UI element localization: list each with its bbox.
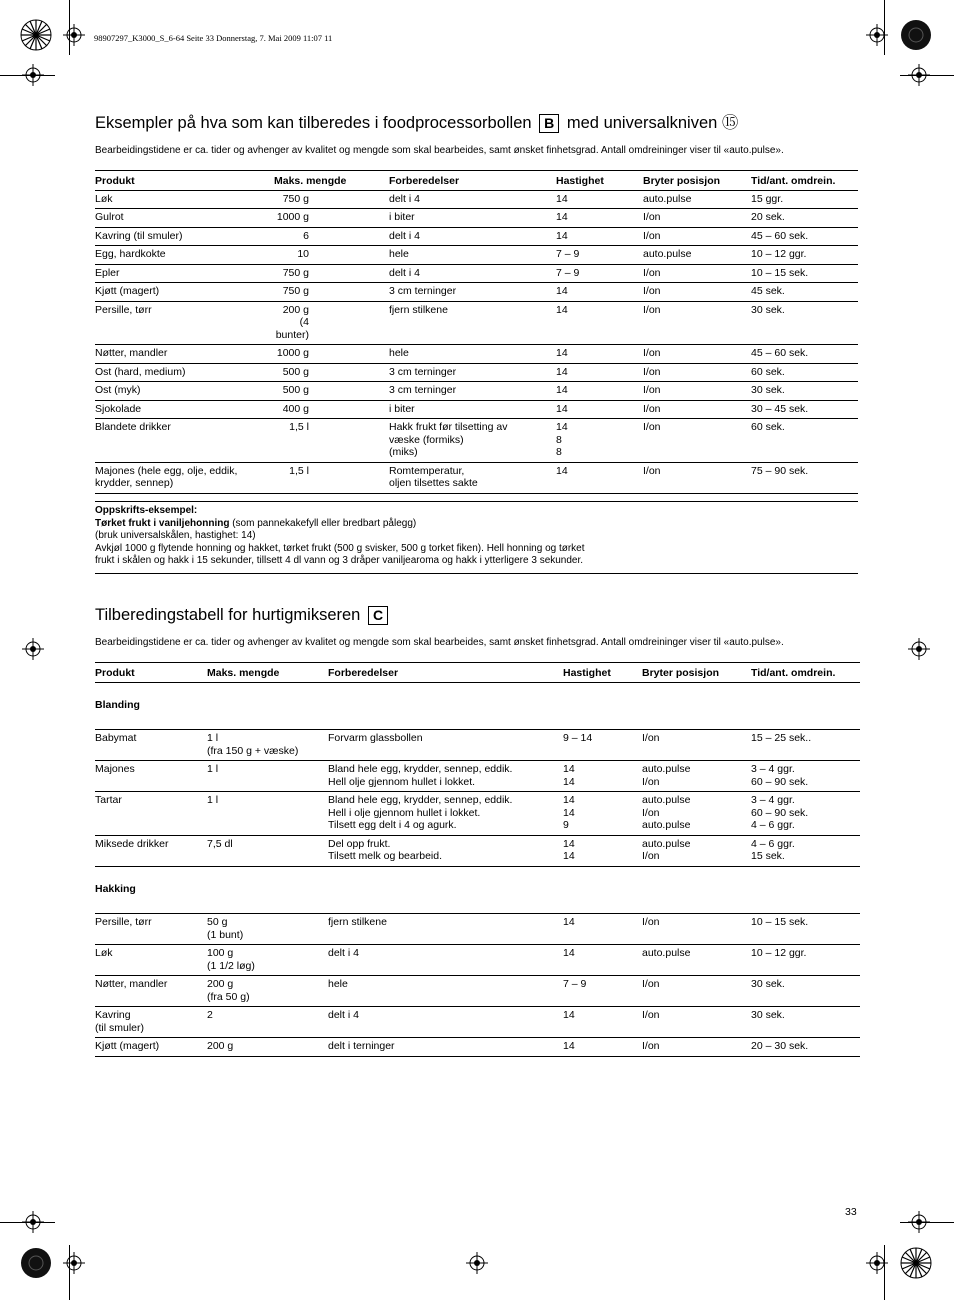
- table-cell: delt i terninger: [328, 1038, 563, 1057]
- table-cell: 9 – 14: [563, 730, 642, 761]
- recipe-heading: Oppskrifts-eksempel:: [95, 505, 198, 516]
- table-cell: Tartar: [95, 792, 207, 836]
- table-cell: delt i 4: [328, 945, 563, 976]
- table-row: [95, 1007, 860, 1038]
- starburst-registration-mark: [900, 1247, 932, 1279]
- table-cell: 14: [556, 209, 643, 228]
- table-cell: 15 ggr.: [751, 190, 858, 209]
- recipe-name: Tørket frukt i vaniljehonning: [95, 517, 230, 529]
- group-heading: Hakking: [95, 866, 860, 914]
- section2-title-box-letter: C: [368, 606, 388, 625]
- print-header-line: 98907297_K3000_S_6-64 Seite 33 Donnerstag, 7. Mai 2009 11:07 11: [94, 33, 333, 43]
- table-cell: 14 14 9: [563, 792, 642, 836]
- table-cell: 10 – 12 ggr.: [751, 945, 860, 976]
- table-cell: Kjøtt (magert): [95, 283, 274, 302]
- table-cell: Babymat: [95, 730, 207, 761]
- table-cell: 7 – 9: [556, 264, 643, 283]
- table-cell: I/on: [643, 345, 751, 364]
- group-heading-row: [95, 866, 860, 914]
- table-cell: Gulrot: [95, 209, 274, 228]
- solid-registration-mark: [20, 1247, 52, 1279]
- table-row: [95, 227, 858, 246]
- table-cell: Miksede drikker: [95, 835, 207, 866]
- table-cell: 30 sek.: [751, 301, 858, 345]
- recipe-name-line: [95, 518, 858, 531]
- table-cell: 14 8 8: [556, 419, 643, 463]
- crosshair-mark: [908, 1211, 930, 1233]
- recipe-line: (bruk universalskålen, hastighet: 14): [95, 530, 256, 541]
- table-cell: 14: [556, 462, 643, 493]
- table-cell: 100 g (1 1/2 løg): [207, 945, 328, 976]
- table-cell: 500 g: [274, 382, 389, 401]
- table-cell: Hakk frukt før tilsetting av væske (formiks) (miks): [389, 419, 556, 463]
- table-row: [95, 945, 860, 976]
- column-header: Tid/ant. omdrein.: [751, 171, 858, 191]
- table-cell: I/on: [643, 382, 751, 401]
- table-cell: Bland hele egg, krydder, sennep, eddik. Hell olje gjennom hullet i lokket.: [328, 761, 563, 792]
- section1-title: [95, 113, 738, 133]
- column-header: Forberedelser: [328, 663, 563, 683]
- recipe-name-suffix: (som pannekakefyll eller bredbart pålegg): [229, 517, 417, 529]
- table-cell: 20 sek.: [751, 209, 858, 228]
- table-cell: 1000 g: [274, 209, 389, 228]
- table-cell: 14: [556, 190, 643, 209]
- table-cell: 7 – 9: [563, 976, 642, 1007]
- table-row: [95, 363, 858, 382]
- table-cell: Ost (myk): [95, 382, 274, 401]
- table-row: [95, 301, 858, 345]
- table-cell: 14 14: [563, 835, 642, 866]
- table-cell: 14: [556, 400, 643, 419]
- table-row: [95, 246, 858, 265]
- table-row: [95, 419, 858, 463]
- table-cell: I/on: [643, 400, 751, 419]
- column-header: Produkt: [95, 663, 207, 683]
- table-cell: I/on: [643, 227, 751, 246]
- table-cell: I/on: [642, 730, 751, 761]
- group-heading-row: [95, 682, 860, 730]
- table-cell: 10: [274, 246, 389, 265]
- table-cell: 60 sek.: [751, 419, 858, 463]
- table-cell: Romtemperatur, oljen tilsettes sakte: [389, 462, 556, 493]
- table-cell: 1 l: [207, 761, 328, 792]
- table-row: [95, 462, 858, 493]
- table-cell: i biter: [389, 209, 556, 228]
- table-cell: Kjøtt (magert): [95, 1038, 207, 1057]
- table-cell: I/on: [643, 363, 751, 382]
- table-cell: 14: [556, 382, 643, 401]
- table-cell: Persille, tørr: [95, 301, 274, 345]
- table-cell: I/on: [642, 914, 751, 945]
- section2-intro: Bearbeidingstidene er ca. tider og avhenger av kvalitet og mengde som skal bearbeides, samt ønsket finhetsgrad. Antall omdreininger viser til «auto.pulse».: [95, 637, 784, 648]
- table-cell: fjern stilkene: [328, 914, 563, 945]
- table-cell: 30 sek.: [751, 976, 860, 1007]
- table-cell: I/on: [643, 462, 751, 493]
- recipe-box: [95, 501, 858, 574]
- recipe-line: Avkjøl 1000 g flytende honning og hakket, tørket frukt (500 g svisker, 500 g torket fiken). Hell honning og tørket: [95, 542, 585, 554]
- table-cell: 7 – 9: [556, 246, 643, 265]
- table-cell: delt i 4: [389, 190, 556, 209]
- table-cell: I/on: [643, 419, 751, 463]
- crosshair-mark: [22, 64, 44, 86]
- column-header: Produkt: [95, 171, 274, 191]
- table-cell: 30 sek.: [751, 382, 858, 401]
- table-row: [95, 835, 860, 866]
- table-cell: 14: [556, 345, 643, 364]
- table-cell: 1 l (fra 150 g + væske): [207, 730, 328, 761]
- crosshair-mark: [908, 638, 930, 660]
- table-cell: Kavring (til smuler): [95, 1007, 207, 1038]
- table-cell: auto.pulse I/on: [642, 761, 751, 792]
- table-cell: Del opp frukt. Tilsett melk og bearbeid.: [328, 835, 563, 866]
- table-cell: auto.pulse: [643, 190, 751, 209]
- table-cell: 20 – 30 sek.: [751, 1038, 860, 1057]
- table-cell: Bland hele egg, krydder, sennep, eddik. Hell i olje gjennom hullet i lokket. Tilsett egg delt i 4 og agurk.: [328, 792, 563, 836]
- table-cell: 1,5 l: [274, 419, 389, 463]
- section1-intro: Bearbeidingstidene er ca. tider og avhenger av kvalitet og mengde som skal bearbeides, samt ønsket finhetsgrad. Antall omdreininger viser til «auto.pulse».: [95, 145, 784, 156]
- table-cell: I/on: [642, 1038, 751, 1057]
- table-cell: 50 g (1 bunt): [207, 914, 328, 945]
- table-cell: 3 – 4 ggr. 60 – 90 sek. 4 – 6 ggr.: [751, 792, 860, 836]
- recipe-line: frukt i skålen og hakk i 15 sekunder, tillsett 4 dl vann og 3 dråper vaniljearoma og hakk i ytterligere 3 sekunder.: [95, 555, 584, 566]
- table-row: [95, 209, 858, 228]
- table-cell: 200 g (fra 50 g): [207, 976, 328, 1007]
- table-cell: 1,5 l: [274, 462, 389, 493]
- column-header: Bryter posisjon: [642, 663, 751, 683]
- column-header: Hastighet: [563, 663, 642, 683]
- column-header: Tid/ant. omdrein.: [751, 663, 860, 683]
- column-header: Bryter posisjon: [643, 171, 751, 191]
- crosshair-mark: [466, 1252, 488, 1274]
- table-cell: Løk: [95, 190, 274, 209]
- table-cell: 10 – 15 sek.: [751, 264, 858, 283]
- section2-title: [95, 605, 391, 625]
- table-cell: delt i 4: [389, 264, 556, 283]
- table-cell: 15 – 25 sek..: [751, 730, 860, 761]
- table-cell: 14: [563, 1007, 642, 1038]
- table-cell: 3 cm terninger: [389, 283, 556, 302]
- table-cell: auto.pulse: [643, 246, 751, 265]
- table-cell: hele: [328, 976, 563, 1007]
- column-header: Hastighet: [556, 171, 643, 191]
- table-cell: 60 sek.: [751, 363, 858, 382]
- crosshair-mark: [866, 1252, 888, 1274]
- table-cell: auto.pulse: [642, 945, 751, 976]
- column-header: Maks. mengde: [207, 663, 328, 683]
- table-cell: hele: [389, 345, 556, 364]
- table-cell: 750 g: [274, 190, 389, 209]
- table-cell: 1 l: [207, 792, 328, 836]
- table-cell: 14: [556, 227, 643, 246]
- table-cell: I/on: [643, 209, 751, 228]
- table-cell: 200 g (4 bunter): [274, 301, 389, 345]
- table-cell: 1000 g: [274, 345, 389, 364]
- table-cell: Sjokolade: [95, 400, 274, 419]
- table-cell: 75 – 90 sek.: [751, 462, 858, 493]
- section1-table: [95, 170, 858, 494]
- table-cell: I/on: [643, 301, 751, 345]
- table-cell: 3 cm terninger: [389, 382, 556, 401]
- crosshair-mark: [22, 638, 44, 660]
- table-row: [95, 976, 860, 1007]
- table-row: [95, 190, 858, 209]
- table-cell: 14: [563, 914, 642, 945]
- table-cell: i biter: [389, 400, 556, 419]
- table-cell: 45 – 60 sek.: [751, 345, 858, 364]
- table-cell: 30 – 45 sek.: [751, 400, 858, 419]
- table-cell: 6: [274, 227, 389, 246]
- table-cell: Nøtter, mandler: [95, 976, 207, 1007]
- page-number: 33: [845, 1206, 857, 1218]
- crosshair-mark: [866, 24, 888, 46]
- table-row: [95, 792, 860, 836]
- table-cell: Persille, tørr: [95, 914, 207, 945]
- table-cell: I/on: [642, 1007, 751, 1038]
- table-row: [95, 730, 860, 761]
- table-cell: 30 sek.: [751, 1007, 860, 1038]
- table-cell: Ost (hard, medium): [95, 363, 274, 382]
- table-row: [95, 264, 858, 283]
- table-cell: 14: [556, 363, 643, 382]
- table-cell: 3 cm terninger: [389, 363, 556, 382]
- table-cell: 45 – 60 sek.: [751, 227, 858, 246]
- section2-title-text: Tilberedingstabell for hurtigmikseren: [95, 606, 361, 624]
- table-cell: Epler: [95, 264, 274, 283]
- table-cell: Nøtter, mandler: [95, 345, 274, 364]
- table-row: [95, 914, 860, 945]
- table-header-row: [95, 663, 860, 683]
- table-cell: Kavring (til smuler): [95, 227, 274, 246]
- crosshair-mark: [22, 1211, 44, 1233]
- table-cell: 14: [556, 301, 643, 345]
- table-cell: 200 g: [207, 1038, 328, 1057]
- group-heading: Blanding: [95, 682, 860, 730]
- table-cell: I/on: [643, 283, 751, 302]
- table-cell: 7,5 dl: [207, 835, 328, 866]
- section2-table-body: [95, 682, 860, 1056]
- table-cell: 3 – 4 ggr. 60 – 90 sek.: [751, 761, 860, 792]
- table-cell: 750 g: [274, 264, 389, 283]
- table-cell: Blandete drikker: [95, 419, 274, 463]
- table-cell: 4 – 6 ggr. 15 sek.: [751, 835, 860, 866]
- section2-table: [95, 662, 860, 1057]
- table-header-row: [95, 171, 858, 191]
- starburst-registration-mark: [20, 19, 52, 51]
- table-cell: 10 – 15 sek.: [751, 914, 860, 945]
- table-cell: Forvarm glassbollen: [328, 730, 563, 761]
- column-header: Forberedelser: [389, 171, 556, 191]
- crosshair-mark: [63, 1252, 85, 1274]
- table-cell: auto.pulse I/on auto.pulse: [642, 792, 751, 836]
- table-row: [95, 761, 860, 792]
- table-row: [95, 400, 858, 419]
- table-cell: Løk: [95, 945, 207, 976]
- crosshair-mark: [908, 64, 930, 86]
- table-cell: 2: [207, 1007, 328, 1038]
- table-cell: Egg, hardkokte: [95, 246, 274, 265]
- section1-title-box-letter: B: [539, 114, 559, 133]
- table-cell: 14: [563, 1038, 642, 1057]
- table-row: [95, 283, 858, 302]
- table-cell: 14: [563, 945, 642, 976]
- table-cell: 45 sek.: [751, 283, 858, 302]
- section1-title-text: Eksempler på hva som kan tilberedes i foodprocessorbollen: [95, 114, 532, 132]
- table-cell: 400 g: [274, 400, 389, 419]
- solid-registration-mark: [900, 19, 932, 51]
- table-cell: I/on: [642, 976, 751, 1007]
- table-cell: 14 14: [563, 761, 642, 792]
- table-cell: delt i 4: [389, 227, 556, 246]
- table-cell: Majones: [95, 761, 207, 792]
- table-cell: auto.pulse I/on: [642, 835, 751, 866]
- table-row: [95, 345, 858, 364]
- table-cell: 500 g: [274, 363, 389, 382]
- table-cell: hele: [389, 246, 556, 265]
- table-cell: 10 – 12 ggr.: [751, 246, 858, 265]
- column-header: Maks. mengde: [274, 171, 389, 191]
- table-cell: Majones (hele egg, olje, eddik, krydder, sennep): [95, 462, 274, 493]
- table-cell: delt i 4: [328, 1007, 563, 1038]
- section1-table-body: [95, 190, 858, 493]
- table-row: [95, 382, 858, 401]
- section1-title-suffix: med universalkniven ⑮: [566, 114, 739, 132]
- table-cell: fjern stilkene: [389, 301, 556, 345]
- crosshair-mark: [63, 24, 85, 46]
- table-cell: 750 g: [274, 283, 389, 302]
- table-cell: 14: [556, 283, 643, 302]
- table-cell: I/on: [643, 264, 751, 283]
- table-row: [95, 1038, 860, 1057]
